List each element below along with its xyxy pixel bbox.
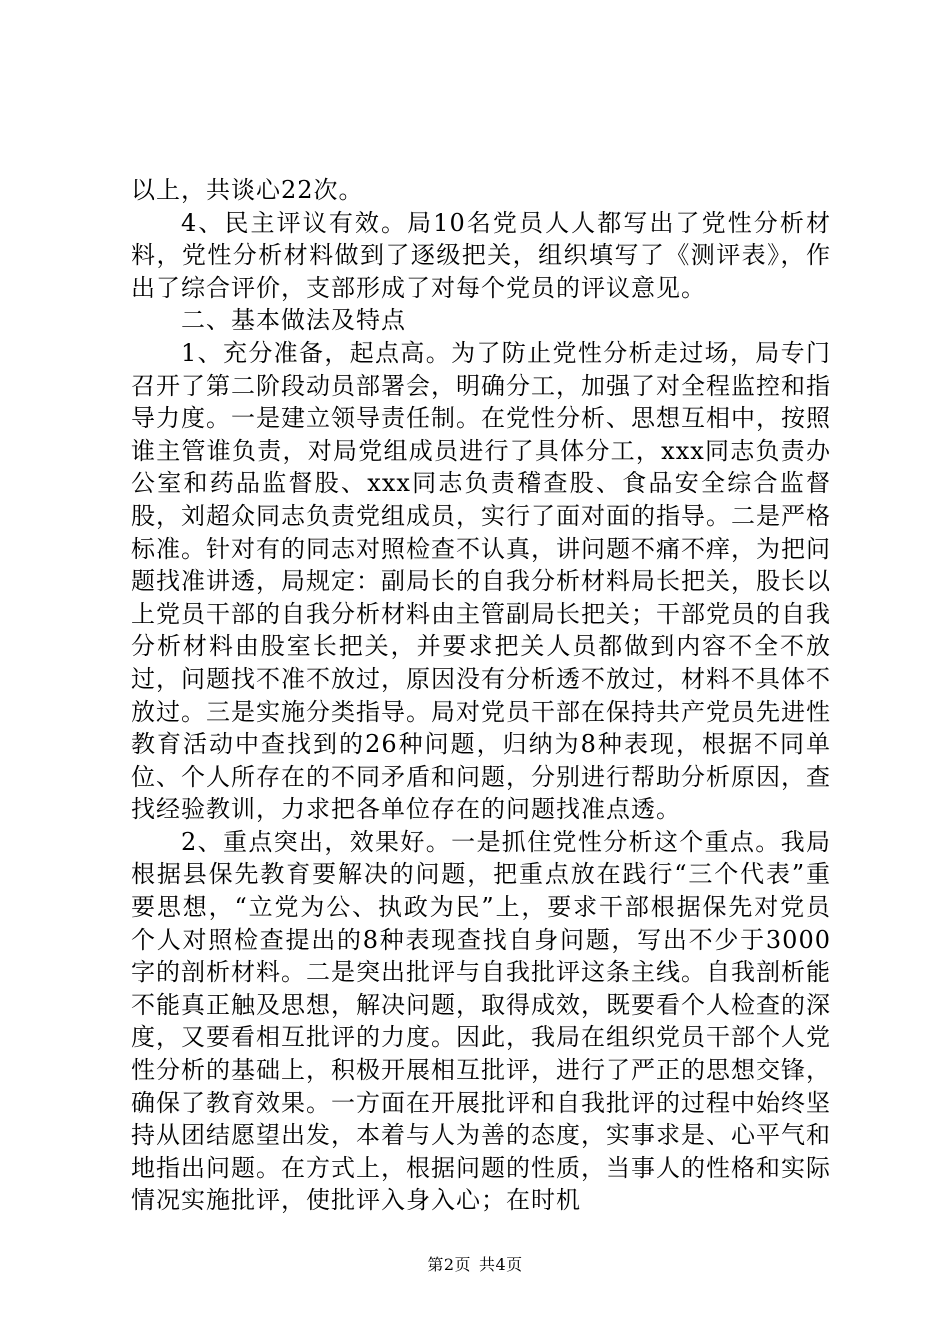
- document-body: [131, 174, 831, 1217]
- section-heading-methods: 二、基本做法及特点: [181, 306, 406, 335]
- paragraph-focus: 2、重点突出，效果好。一是抓住党性分析这个重点。我局根据县保先教育要解决的问题，把重点放在践行“三个代表”重要思想，“立党为公、执政为民”上，要求干部根据保先对党员个人对照检查提出的8种表现查找自身问题，写出不少于3000字的剖析材料。二是突出批评与自我批评这条主线。自我剖析能不能真正触及思想，解决问题，取得成效，既要看个人检查的深度，又要看相互批评的力度。因此，我局在组织党员干部个人党性分析的基础上，积极开展相互批评，进行了严正的思想交锋，确保了教育效果。一方面在开展批评和自我批评的过程中始终坚持从团结愿望出发，本着与人为善的态度，实事求是、心平气和地指出问题。在方式上，根据问题的性质，当事人的性格和实际情况实施批评，使批评入身入心；在时机: [131, 827, 831, 1215]
- paragraph-democratic-review: 4、民主评议有效。局10名党员人人都写出了党性分析材料，党性分析材料做到了逐级把关，组织填写了《测评表》，作出了综合评价，支部形成了对每个党员的评议意见。: [131, 208, 831, 302]
- page-footer: [0, 1255, 950, 1275]
- paragraph-continuation: 以上，共谈心22次。: [131, 176, 364, 204]
- paragraph-preparation: 1、充分准备，起点高。为了防止党性分析走过场，局专门召开了第二阶段动员部署会，明确分工，加强了对全程监控和指导力度。一是建立领导责任制。在党性分析、思想互相中，按照谁主管谁负责，对局党组成员进行了具体分工，xxx同志负责办公室和药品监督股、xxx同志负责稽查股、食品安全综合监督股，刘超众同志负责党组成员，实行了面对面的指导。二是严格标准。针对有的同志对照检查不认真，讲问题不痛不痒，为把问题找准讲透，局规定：副局长的自我分析材料局长把关，股长以上党员干部的自我分析材料由主管副局长把关；干部党员的自我分析材料由股室长把关，并要求把关人员都做到内容不全不放过，问题找不准不放过，原因没有分析透不放过，材料不具体不放过。三是实施分类指导。局对党员干部在保持共产党员先进性教育活动中查找到的26种问题，归纳为8种表现，根据不同单位、个人所存在的不同矛盾和问题，分别进行帮助分析原因，查找经验教训，力求把各单位存在的问题找准点透。: [131, 338, 831, 824]
- page-number: 第2页: [427, 1255, 471, 1274]
- page-total: 共4页: [479, 1255, 523, 1274]
